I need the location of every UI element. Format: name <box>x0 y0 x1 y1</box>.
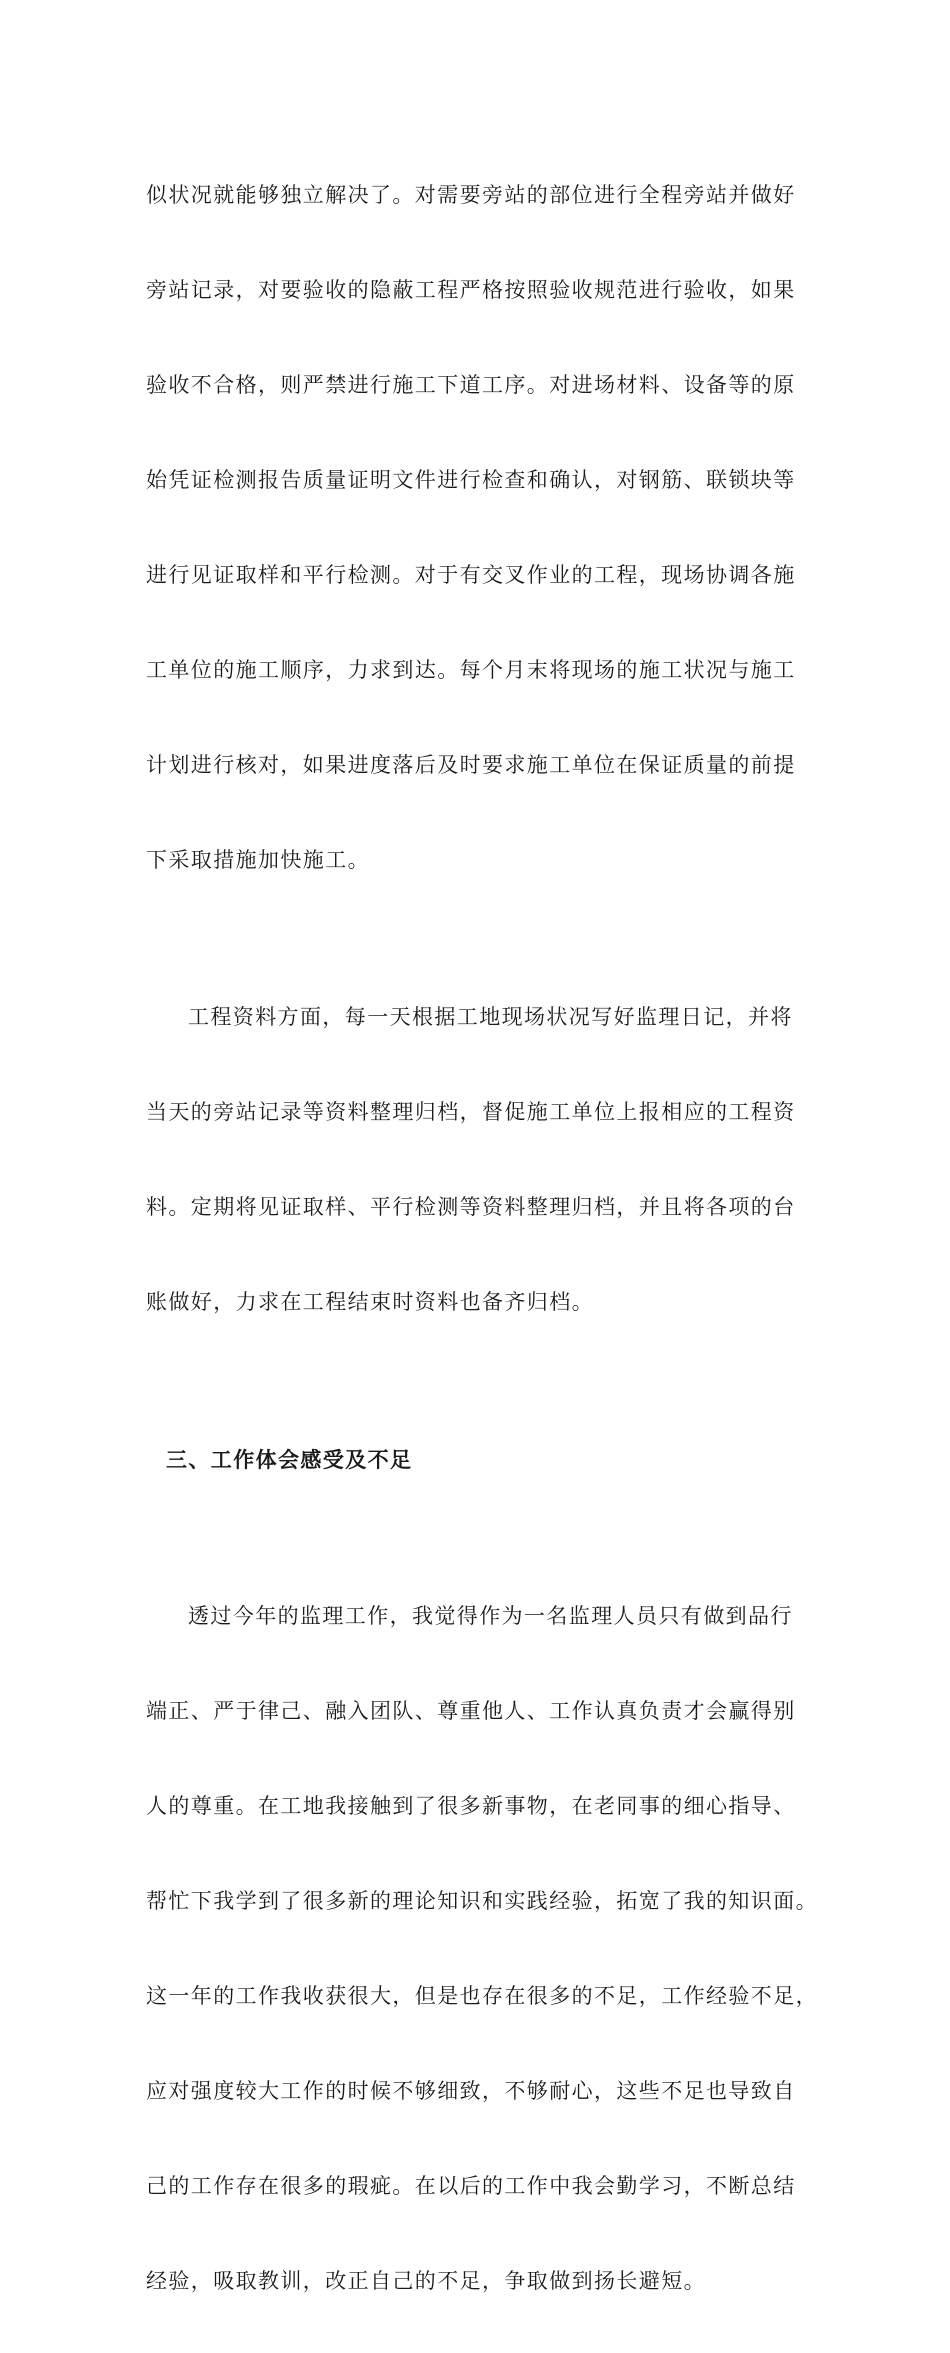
text-line: 帮忙下我学到了很多新的理论知识和实践经验，拓宽了我的知识面。 <box>146 1889 818 1913</box>
text-line: 应对强度较大工作的时候不够细致，不够耐心，这些不足也导致自 <box>146 2079 796 2103</box>
text-line: 料。定期将见证取样、平行检测等资料整理归档，并且将各项的台 <box>146 1195 796 1219</box>
text-line: 这一年的工作我收获很大，但是也存在很多的不足，工作经验不足， <box>146 1984 818 2008</box>
text-line: 旁站记录，对要验收的隐蔽工程严格按照验收规范进行验收，如果 <box>146 278 796 302</box>
text-line: 下采取措施加快施工。 <box>146 848 370 872</box>
text-line: 当天的旁站记录等资料整理归档，督促施工单位上报相应的工程资 <box>146 1100 796 1124</box>
text-line: 己的工作存在很多的瑕疵。在以后的工作中我会勤学习，不断总结 <box>146 2174 796 2198</box>
paragraph-spacer <box>146 932 806 946</box>
text-line: 经验，吸取教训，改正自己的不足，争取做到扬长避短。 <box>146 2269 706 2293</box>
paragraph-spacer <box>146 1374 806 1388</box>
paragraph-supervision <box>146 124 806 932</box>
document-body <box>146 124 818 2353</box>
paragraph-spacer <box>146 1531 806 1545</box>
section-heading <box>146 1388 806 1531</box>
paragraph-documentation <box>146 946 806 1374</box>
text-line: 工单位的施工顺序，力求到达。每个月末将现场的施工状况与施工 <box>146 658 796 682</box>
heading-text: 三、工作体会感受及不足 <box>166 1447 413 1472</box>
text-line: 人的尊重。在工地我接触到了很多新事物，在老同事的细心指导、 <box>146 1794 796 1818</box>
text-line: 似状况就能够独立解决了。对需要旁站的部位进行全程旁站并做好 <box>146 183 796 207</box>
text-line: 透过今年的监理工作，我觉得作为一名监理人员只有做到品行 <box>188 1604 793 1628</box>
text-line: 进行见证取样和平行检测。对于有交叉作业的工程，现场协调各施 <box>146 563 796 587</box>
text-line: 账做好，力求在工程结束时资料也备齐归档。 <box>146 1290 594 1314</box>
text-line: 始凭证检测报告质量证明文件进行检查和确认，对钢筋、联锁块等 <box>146 468 796 492</box>
text-line: 计划进行核对，如果进度落后及时要求施工单位在保证质量的前提 <box>146 753 796 777</box>
paragraph-reflection <box>146 1545 818 2353</box>
text-line: 工程资料方面，每一天根据工地现场状况写好监理日记，并将 <box>188 1005 793 1029</box>
text-line: 验收不合格，则严禁进行施工下道工序。对进场材料、设备等的原 <box>146 373 796 397</box>
text-line: 端正、严于律己、融入团队、尊重他人、工作认真负责才会赢得别 <box>146 1699 796 1723</box>
